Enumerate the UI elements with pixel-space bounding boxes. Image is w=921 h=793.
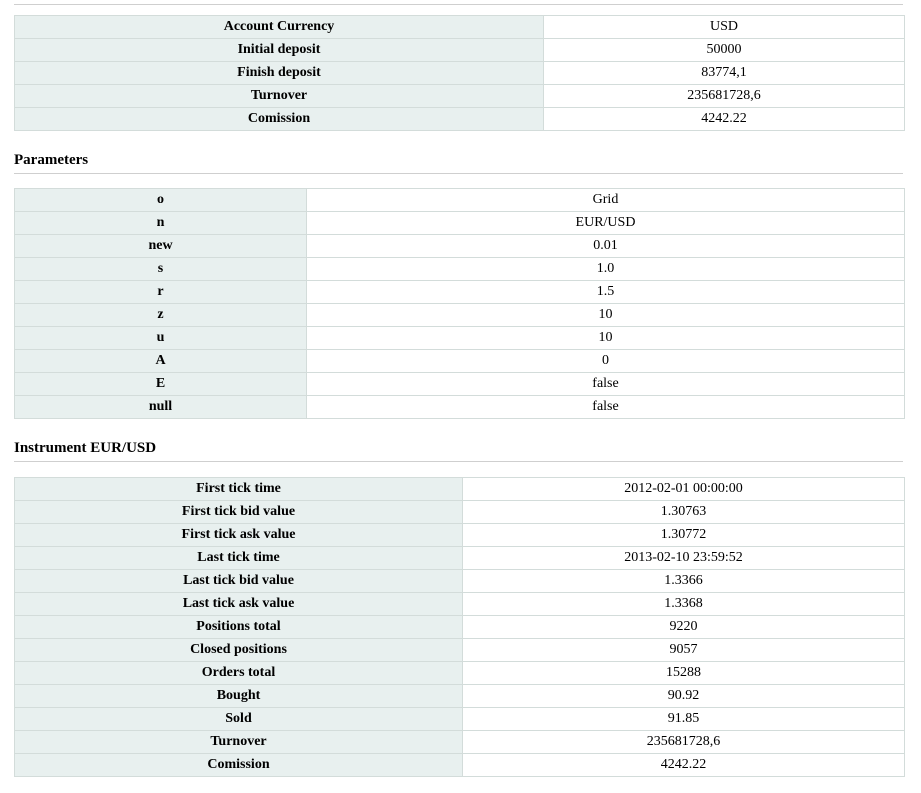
instrument-row-value: 4242.22 [463,754,905,777]
account-row-value: USD [544,16,905,39]
parameter-row-value: 10 [307,304,905,327]
account-row-label: Initial deposit [15,39,544,62]
instrument-row [15,524,905,547]
account-row [15,108,905,131]
instrument-row [15,547,905,570]
instrument-row [15,478,905,501]
instrument-row-label: Bought [15,685,463,708]
account-row [15,39,905,62]
account-row [15,16,905,39]
top-divider [14,4,903,5]
parameter-row-value: Grid [307,189,905,212]
instrument-row-label: First tick ask value [15,524,463,547]
parameter-row-label: n [15,212,307,235]
account-row-value: 50000 [544,39,905,62]
account-row [15,85,905,108]
instrument-row-value: 15288 [463,662,905,685]
parameter-row [15,373,905,396]
parameter-row-label: E [15,373,307,396]
parameter-row-value: 0.01 [307,235,905,258]
parameter-row-value: false [307,373,905,396]
instrument-row [15,685,905,708]
instrument-row-value: 235681728,6 [463,731,905,754]
account-row-label: Finish deposit [15,62,544,85]
parameter-row-label: z [15,304,307,327]
account-row-label: Comission [15,108,544,131]
instrument-row-label: First tick time [15,478,463,501]
instrument-row-label: Sold [15,708,463,731]
instrument-row [15,731,905,754]
instrument-row-label: Turnover [15,731,463,754]
parameter-row-value: 1.5 [307,281,905,304]
instrument-table [14,477,905,777]
instrument-row-value: 1.30772 [463,524,905,547]
parameter-row [15,235,905,258]
parameters-heading: Parameters [14,151,903,174]
parameters-table [14,188,905,419]
parameter-row-label: u [15,327,307,350]
instrument-row-value: 9220 [463,616,905,639]
account-row-value: 83774,1 [544,62,905,85]
parameter-row-label: null [15,396,307,419]
account-row-label: Turnover [15,85,544,108]
parameter-row-value: EUR/USD [307,212,905,235]
parameter-row-value: 1.0 [307,258,905,281]
parameter-row [15,327,905,350]
instrument-row-value: 9057 [463,639,905,662]
instrument-row-label: Positions total [15,616,463,639]
instrument-row [15,662,905,685]
account-row [15,62,905,85]
parameter-row-value: 10 [307,327,905,350]
instrument-row [15,616,905,639]
parameter-row [15,212,905,235]
instrument-row-value: 2013-02-10 23:59:52 [463,547,905,570]
parameter-row-label: o [15,189,307,212]
parameter-row [15,189,905,212]
account-row-value: 235681728,6 [544,85,905,108]
instrument-row [15,639,905,662]
parameter-row-value: false [307,396,905,419]
parameter-row [15,350,905,373]
parameter-row-label: s [15,258,307,281]
instrument-row-label: Orders total [15,662,463,685]
instrument-row-value: 90.92 [463,685,905,708]
instrument-row [15,570,905,593]
parameter-row [15,281,905,304]
instrument-row-label: Last tick bid value [15,570,463,593]
instrument-row-value: 91.85 [463,708,905,731]
instrument-row-label: First tick bid value [15,501,463,524]
account-row-value: 4242.22 [544,108,905,131]
parameter-row [15,304,905,327]
parameter-row-label: r [15,281,307,304]
instrument-row [15,501,905,524]
instrument-row-value: 2012-02-01 00:00:00 [463,478,905,501]
account-summary-body [15,16,905,131]
instrument-row-value: 1.3368 [463,593,905,616]
parameter-row-value: 0 [307,350,905,373]
parameter-row [15,258,905,281]
account-row-label: Account Currency [15,16,544,39]
instrument-row [15,754,905,777]
parameter-row-label: new [15,235,307,258]
parameters-body [15,189,905,419]
instrument-row-label: Comission [15,754,463,777]
account-summary-table [14,15,905,131]
instrument-row-label: Last tick time [15,547,463,570]
instrument-body [15,478,905,777]
instrument-row [15,593,905,616]
instrument-heading: Instrument EUR/USD [14,439,903,462]
instrument-row-label: Last tick ask value [15,593,463,616]
parameter-row-label: A [15,350,307,373]
instrument-row-value: 1.30763 [463,501,905,524]
instrument-row [15,708,905,731]
instrument-row-label: Closed positions [15,639,463,662]
instrument-row-value: 1.3366 [463,570,905,593]
parameter-row [15,396,905,419]
